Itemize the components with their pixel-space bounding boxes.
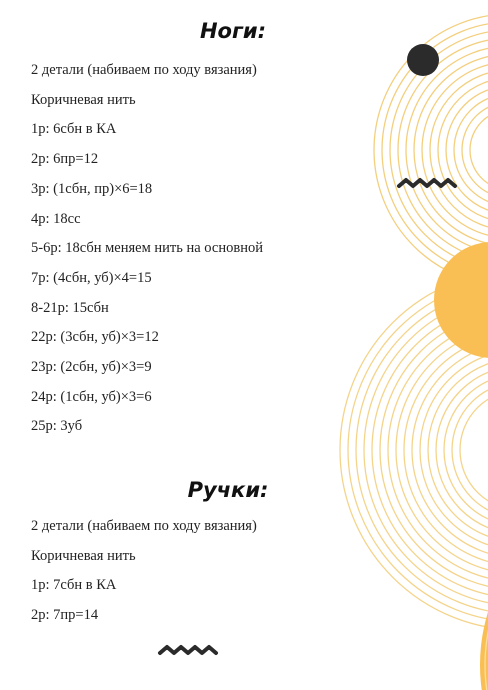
instruction-line: 23р: (2сбн, уб)×3=9	[31, 359, 152, 376]
section-title-arms: Ручки:	[187, 478, 269, 502]
instruction-line: 7р: (4сбн, уб)×4=15	[31, 269, 152, 286]
instruction-line: 5-6р: 18сбн меняем нить на основной	[31, 240, 263, 257]
instruction-line: 2 детали (набиваем по ходу вязания)	[31, 62, 257, 78]
instruction-line: Коричневая нить	[31, 547, 136, 564]
instruction-line: 8-21р: 15сбн	[31, 299, 109, 316]
instruction-line: 1р: 7сбн в КА	[31, 577, 117, 594]
instruction-line: 22р: (3сбн, уб)×3=12	[31, 329, 159, 346]
instruction-line: 3р: (1сбн, пр)×6=18	[31, 180, 153, 197]
section-title-legs: Ноги:	[199, 19, 267, 43]
instruction-line: 4р: 18сс	[31, 210, 81, 227]
instruction-line: 24р: (1сбн, уб)×3=6	[31, 388, 152, 405]
instruction-line: 2 детали (набиваем по ходу вязания)	[31, 518, 257, 534]
instruction-line: 1р: 6сбн в КА	[31, 121, 117, 138]
arms-instructions	[31, 512, 257, 631]
instruction-line: 2р: 7пр=14	[31, 607, 99, 624]
instruction-line: 2р: 6пр=12	[31, 151, 99, 168]
instruction-line: Коричневая нить	[31, 91, 136, 108]
instruction-line: 25р: 3уб	[31, 418, 83, 435]
legs-instructions	[31, 56, 263, 442]
